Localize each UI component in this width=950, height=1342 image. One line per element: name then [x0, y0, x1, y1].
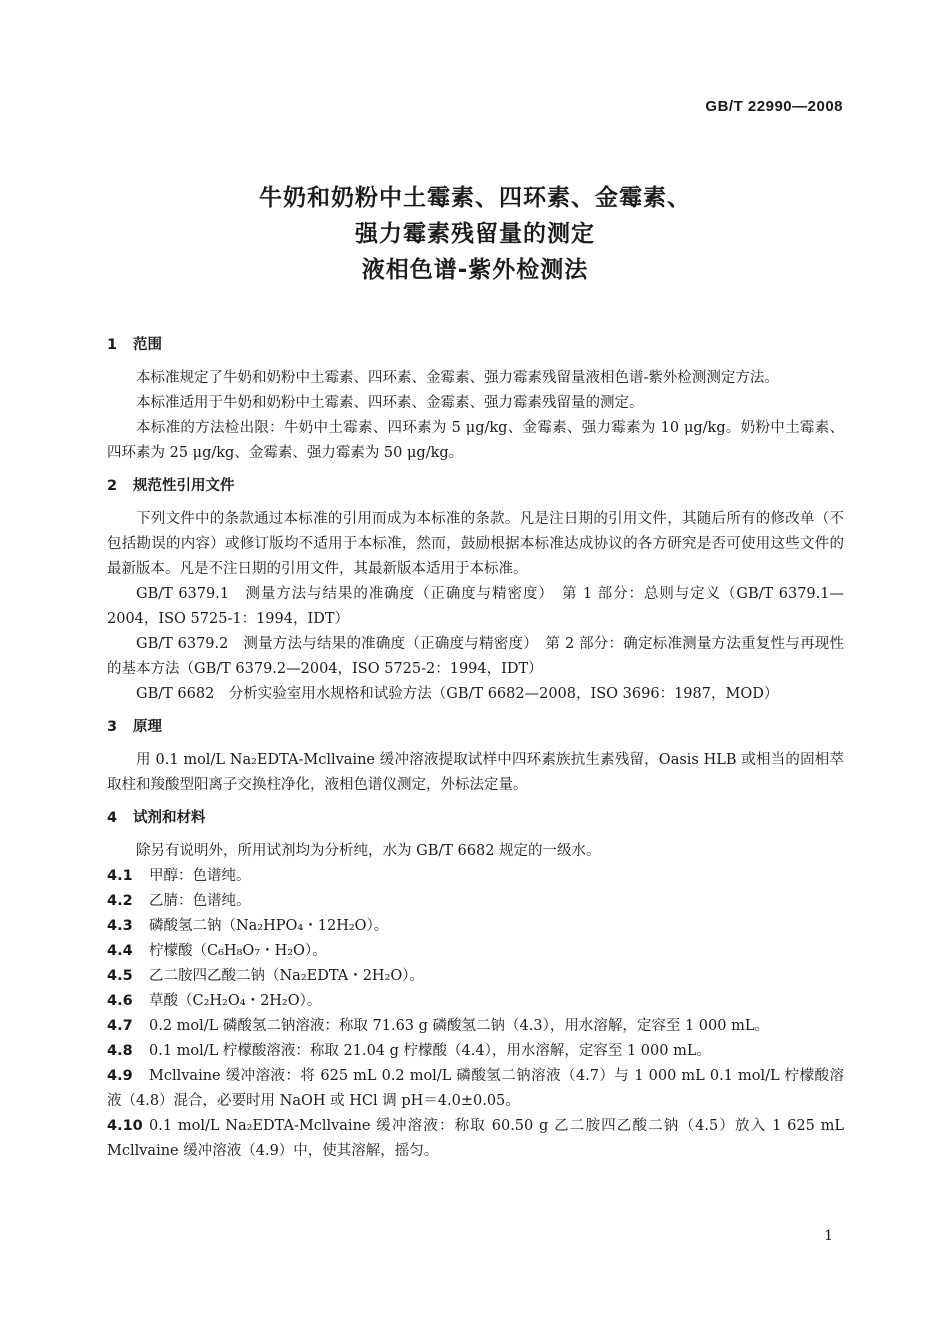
list-item	[107, 1039, 844, 1064]
item-text: 0.1 mol/L 柠檬酸溶液：称取 21.04 g 柠檬酸（4.4），用水溶解，定容至 1 000 mL。	[149, 1043, 711, 1059]
item-text: 乙腈：色谱纯。	[149, 893, 251, 909]
paragraph: 本标准的方法检出限：牛奶中土霉素、四环素为 5 μg/kg、金霉素、强力霉素为 10 μg/kg。奶粉中土霉素、四环素为 25 μg/kg、金霉素、强力霉素为 50 μg/kg。	[107, 420, 844, 461]
section-number: 4	[107, 810, 118, 826]
item-number: 4.2	[107, 893, 133, 909]
section-3-heading	[107, 715, 844, 740]
item-text: 0.1 mol/L Na₂EDTA-Mcllvaine 缓冲溶液：称取 60.50 g 乙二胺四乙酸二钠（4.5）放入 1 625 mL Mcllvaine 缓冲溶液（4.9）中，使其溶解，摇匀。	[107, 1118, 844, 1159]
section-title: 原理	[133, 719, 162, 735]
document-title	[0, 180, 950, 288]
paragraph: 用 0.1 mol/L Na₂EDTA-Mcllvaine 缓冲溶液提取试样中四环素族抗生素残留，Oasis HLB 或相当的固相萃取柱和羧酸型阳离子交换柱净化，液相色谱仪测定，外标法定量。	[107, 752, 844, 793]
item-number: 4.6	[107, 993, 133, 1009]
reference-item: GB/T 6379.1 测量方法与结果的准确度（正确度与精密度） 第 1 部分：总则与定义（GB/T 6379.1—2004，ISO 5725-1：1994，IDT）	[107, 586, 844, 627]
list-item	[107, 989, 844, 1014]
list-item	[107, 964, 844, 989]
item-number: 4.5	[107, 968, 133, 984]
document-body	[107, 325, 844, 1164]
standard-number: GB/T 22990—2008	[705, 98, 843, 115]
item-number: 4.3	[107, 918, 133, 934]
title-line-3: 液相色谱-紫外检测法	[361, 257, 589, 283]
title-line-1: 牛奶和奶粉中土霉素、四环素、金霉素、	[259, 185, 691, 211]
item-number: 4.1	[107, 868, 133, 884]
item-number: 4.4	[107, 943, 133, 959]
reference-item: GB/T 6379.2 测量方法与结果的准确度（正确度与精密度） 第 2 部分：确定标准测量方法重复性与再现性的基本方法（GB/T 6379.2—2004，ISO 5725-2：1994，IDT）	[107, 636, 844, 677]
list-item	[107, 914, 844, 939]
item-text: 磷酸氢二钠（Na₂HPO₄・12H₂O）。	[149, 918, 389, 934]
list-item	[107, 1014, 844, 1039]
item-text: 甲醇：色谱纯。	[149, 868, 251, 884]
item-text: 柠檬酸（C₆H₈O₇・H₂O）。	[149, 943, 327, 959]
section-1-heading	[107, 333, 844, 358]
item-number: 4.7	[107, 1018, 133, 1034]
section-title: 规范性引用文件	[133, 478, 235, 494]
page-number: 1	[824, 1228, 833, 1244]
item-number: 4.10	[107, 1118, 143, 1134]
section-title: 试剂和材料	[133, 810, 206, 826]
item-number: 4.9	[107, 1068, 133, 1084]
title-line-2: 强力霉素残留量的测定	[355, 221, 595, 247]
reference-item: GB/T 6682 分析实验室用水规格和试验方法（GB/T 6682—2008，ISO 3696：1987，MOD）	[136, 686, 779, 702]
item-text: Mcllvaine 缓冲溶液：将 625 mL 0.2 mol/L 磷酸氢二钠溶液（4.7）与 1 000 mL 0.1 mol/L 柠檬酸溶液（4.8）混合，必要时用 NaOH 或 HCl 调 pH＝4.0±0.05。	[107, 1068, 844, 1109]
list-item	[107, 1114, 844, 1164]
item-number: 4.8	[107, 1043, 133, 1059]
paragraph: 下列文件中的条款通过本标准的引用而成为本标准的条款。凡是注日期的引用文件，其随后所有的修改单（不包括勘误的内容）或修订版均不适用于本标准，然而，鼓励根据本标准达成协议的各方研究是否可使用这些文件的最新版本。凡是不注日期的引用文件，其最新版本适用于本标准。	[107, 511, 844, 577]
item-text: 乙二胺四乙酸二钠（Na₂EDTA・2H₂O）。	[149, 968, 425, 984]
item-text: 草酸（C₂H₂O₄・2H₂O）。	[149, 993, 322, 1009]
section-number: 2	[107, 478, 118, 494]
paragraph: 除另有说明外，所用试剂均为分析纯，水为 GB/T 6682 规定的一级水。	[136, 843, 601, 859]
paragraph: 本标准规定了牛奶和奶粉中土霉素、四环素、金霉素、强力霉素残留量液相色谱-紫外检测测定方法。	[136, 370, 779, 386]
section-title: 范围	[133, 337, 162, 353]
section-2-heading	[107, 474, 844, 499]
list-item	[107, 889, 844, 914]
list-item	[107, 1064, 844, 1114]
paragraph: 本标准适用于牛奶和奶粉中土霉素、四环素、金霉素、强力霉素残留量的测定。	[136, 395, 644, 411]
item-text: 0.2 mol/L 磷酸氢二钠溶液：称取 71.63 g 磷酸氢二钠（4.3），用水溶解，定容至 1 000 mL。	[149, 1018, 769, 1034]
section-number: 1	[107, 337, 118, 353]
section-4-heading	[107, 806, 844, 831]
list-item	[107, 864, 844, 889]
list-item	[107, 939, 844, 964]
section-number: 3	[107, 719, 118, 735]
